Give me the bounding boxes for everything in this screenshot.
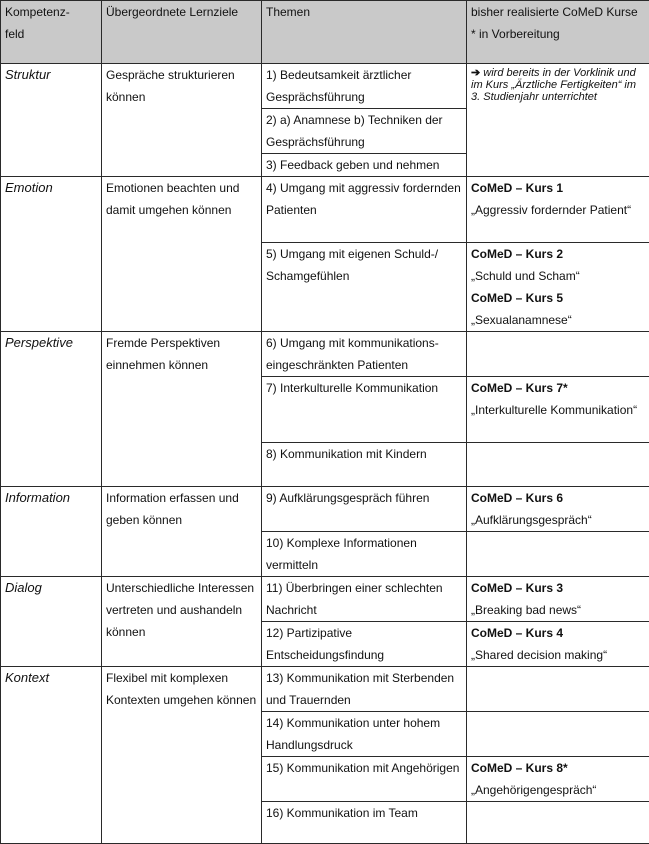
goal-struktur: Gespräche strukturieren können (102, 64, 262, 177)
topic-12: 12) Partizipative Entscheidungsfindung (262, 622, 467, 667)
course-title: CoMeD – Kurs 3 (471, 577, 645, 599)
table-row (1, 64, 649, 109)
table-row (1, 667, 649, 712)
course-title: CoMeD – Kurs 6 (471, 487, 645, 509)
course-cell-empty (467, 443, 649, 487)
topic-9: 9) Aufklärungsgespräch führen (262, 487, 467, 532)
topic-4: 4) Umgang mit aggressiv fordernden Patienten (262, 177, 467, 243)
course-title: CoMeD – Kurs 2 (471, 243, 645, 265)
course-name: „Sexualanamnese“ (471, 309, 645, 331)
course-cell-empty (467, 802, 649, 844)
course-cell-k2-k5 (467, 243, 649, 332)
course-cell-k3 (467, 577, 649, 622)
course-name: „Schuld und Scham“ (471, 265, 645, 287)
topic-14: 14) Kommunikation unter hohem Handlungsdruck (262, 712, 467, 757)
field-kontext: Kontext (1, 667, 102, 844)
table-row (1, 487, 649, 532)
goal-kontext: Flexibel mit komplexen Kontexten umgehen können (102, 667, 262, 844)
course-title: CoMeD – Kurs 7* (471, 377, 645, 399)
field-emotion: Emotion (1, 177, 102, 332)
header-col4-note: * in Vorbereitung (471, 23, 645, 45)
course-name: „Shared decision making“ (471, 644, 645, 666)
course-cell-empty (467, 332, 649, 377)
course-name: „Angehörigengespräch“ (471, 779, 645, 801)
header-kurse (467, 1, 649, 64)
header-col2-label: Übergeordnete Lernziele (106, 5, 238, 19)
struktur-note (471, 64, 645, 103)
course-name: „Interkulturelle Kommunikation“ (471, 399, 645, 421)
course-title: CoMeD – Kurs 8* (471, 757, 645, 779)
table-row (1, 332, 649, 377)
field-information: Information (1, 487, 102, 577)
topic-5: 5) Umgang mit eigenen Schuld-/ Schamgefühlen (262, 243, 467, 332)
header-kompetenzfeld (1, 1, 102, 64)
course-title: CoMeD – Kurs 4 (471, 622, 645, 644)
course-name: „Breaking bad news“ (471, 599, 645, 621)
course-cell-k7 (467, 377, 649, 443)
field-perspektive: Perspektive (1, 332, 102, 487)
goal-perspektive: Fremde Perspektiven einnehmen können (102, 332, 262, 487)
course-cell-k4 (467, 622, 649, 667)
header-row (1, 1, 649, 64)
header-lernziele (102, 1, 262, 64)
table-row (1, 177, 649, 243)
goal-dialog: Unterschiedliche Interessen vertreten und aushandeln können (102, 577, 262, 667)
goal-emotion: Emotionen beachten und damit umgehen können (102, 177, 262, 332)
topic-2: 2) a) Anamnese b) Techniken der Gesprächsführung (262, 109, 467, 154)
header-col4-title: bisher realisierte CoMeD Kurse (471, 1, 645, 23)
course-title: CoMeD – Kurs 5 (471, 287, 645, 309)
topic-16: 16) Kommunikation im Team (262, 802, 467, 844)
course-name: „Aggressiv fordernder Patient“ (471, 199, 645, 221)
topic-11: 11) Überbringen einer schlechten Nachricht (262, 577, 467, 622)
course-cell-empty (467, 712, 649, 757)
topic-1: 1) Bedeutsamkeit ärztlicher Gesprächsführung (262, 64, 467, 109)
field-struktur: Struktur (1, 64, 102, 177)
topic-3: 3) Feedback geben und nehmen (262, 154, 467, 177)
topic-10: 10) Komplexe Informationen vermitteln (262, 532, 467, 577)
field-dialog: Dialog (1, 577, 102, 667)
course-name: „Aufklärungsgespräch“ (471, 509, 645, 531)
header-col3-label: Themen (266, 5, 310, 19)
table-row (1, 577, 649, 622)
topic-8: 8) Kommunikation mit Kindern (262, 443, 467, 487)
course-cell-k6 (467, 487, 649, 532)
header-col1-label: Kompetenz- feld (5, 5, 70, 41)
topic-6: 6) Umgang mit kommunikations-eingeschränkten Patienten (262, 332, 467, 377)
topic-15: 15) Kommunikation mit Angehörigen (262, 757, 467, 802)
struktur-note-text: wird bereits in der Vorklinik und im Kurs „Ärztliche Fertigkeiten“ im 3. Studienjahr unterrichtet (471, 67, 636, 103)
course-cell-k1 (467, 177, 649, 243)
course-title: CoMeD – Kurs 1 (471, 177, 645, 199)
topic-13: 13) Kommunikation mit Sterbenden und Trauernden (262, 667, 467, 712)
course-cell-k8 (467, 757, 649, 802)
arrow-right-icon: ➔ (471, 67, 480, 79)
header-themen (262, 1, 467, 64)
course-cell-empty (467, 532, 649, 577)
topic-7: 7) Interkulturelle Kommunikation (262, 377, 467, 443)
goal-information: Information erfassen und geben können (102, 487, 262, 577)
struktur-note-cell (467, 64, 649, 177)
course-cell-empty (467, 667, 649, 712)
